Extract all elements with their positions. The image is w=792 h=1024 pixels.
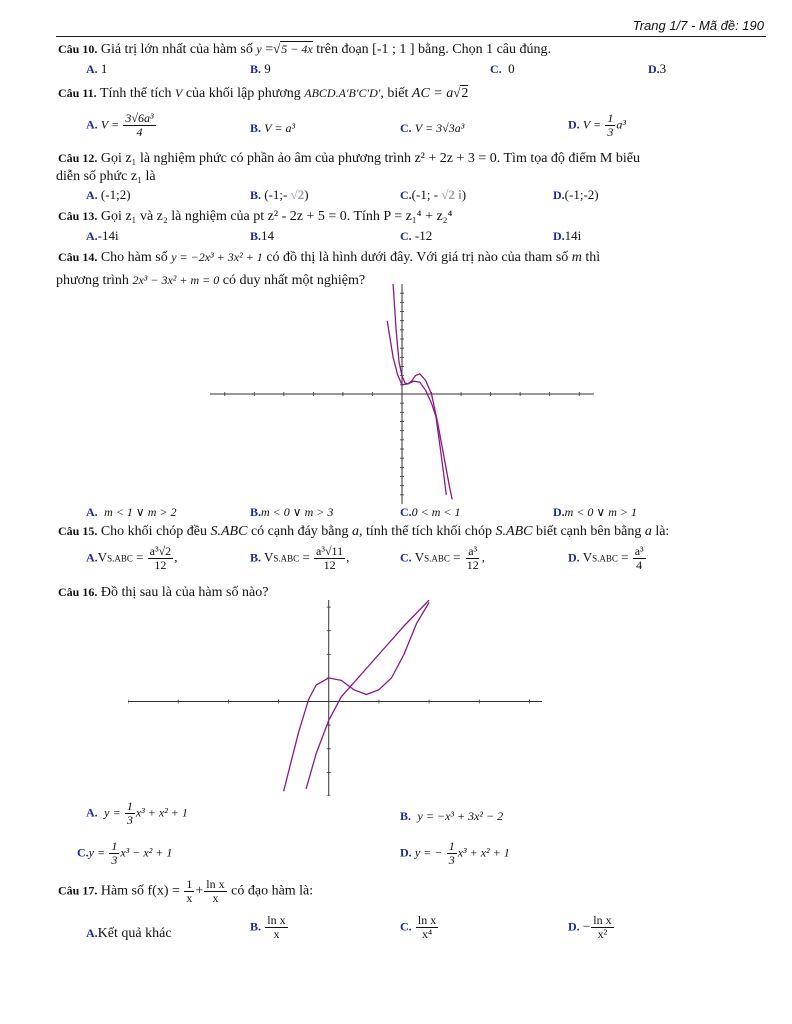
curve-2 xyxy=(387,321,446,495)
option-b[interactable]: B. y = −x³ + 3x² − 2 xyxy=(400,809,504,823)
question-text: là: xyxy=(655,524,670,539)
question-text: trên đoạn [-1 ; 1 ] bằng. Chọn 1 câu đúng. xyxy=(316,42,552,57)
radicand: 2 xyxy=(461,86,469,101)
question-17: Câu 17. Hàm số f(x) = $\frac{1}{x}$ + $\frac{\text{ln x}}{x}$ có đạo hàm là: xyxy=(58,877,314,905)
page-header xyxy=(56,18,766,37)
question-label: Câu 13. xyxy=(58,209,98,223)
math-ac: AC = a xyxy=(411,86,454,101)
option-a[interactable]: A.Kết quả khác xyxy=(86,926,172,941)
option-a[interactable]: A.-14i xyxy=(86,228,119,243)
curve-1 xyxy=(284,602,430,791)
question-text: Cho khối chóp đều xyxy=(100,524,207,539)
question-text: Hàm số f(x) = xyxy=(100,883,180,899)
question-text: thì xyxy=(585,250,601,265)
option-d[interactable]: D.m < 0 ∨ m > 1 xyxy=(553,505,637,519)
option-a[interactable]: A. V = $\frac{\text{3√6a³}}{4}$ xyxy=(86,111,154,139)
option-c[interactable]: C. VS.ABC = $\frac{\text{a³}}{12}$ , xyxy=(400,544,485,572)
option-d[interactable]: D.(-1;-2) xyxy=(553,187,599,202)
option-c[interactable]: C. -12 xyxy=(400,228,433,243)
option-d[interactable]: D. y = − $\frac{1}{3}$ x³ + x² + 1 xyxy=(400,839,510,867)
option-c[interactable]: C.y = $\frac{1}{3}$ x³ − x² + 1 xyxy=(77,839,173,867)
question-13 xyxy=(58,208,452,225)
radical-sign: √ xyxy=(453,85,461,100)
math-equation: 2x³ − 3x² + m = 0 xyxy=(132,273,220,287)
question-label: Câu 16. xyxy=(58,585,98,599)
math-pyramid: S.ABC xyxy=(495,524,533,539)
option-d[interactable]: D.3 xyxy=(648,61,667,76)
question-label: Câu 12. xyxy=(58,151,98,165)
question-text: Giá trị lớn nhất của hàm số xyxy=(100,42,253,57)
option-b[interactable]: B. (-1;- √2) xyxy=(250,187,309,202)
question-text: Đồ thị sau là của hàm số nào? xyxy=(100,585,269,600)
math-cube: ABCD.A′B′C′D′ xyxy=(304,86,381,100)
option-b[interactable]: B. VS.ABC = $\frac{\text{a³√11}}{12}$ , xyxy=(250,544,350,572)
question-16 xyxy=(58,584,268,601)
option-a[interactable]: A. 1 xyxy=(86,61,108,76)
option-b[interactable]: B.14 xyxy=(250,228,275,243)
question-text: diễn số phức z₁ là xyxy=(56,169,156,184)
option-a[interactable]: A.VS.ABC = $\frac{\text{a³√2}}{12}$ , xyxy=(86,544,178,572)
question-label: Câu 10. xyxy=(58,42,98,56)
question-12-line2 xyxy=(56,168,156,185)
option-c[interactable]: C. 0 xyxy=(490,61,515,76)
question-text: Cho hàm số xyxy=(100,250,168,265)
graph-q14 xyxy=(210,284,594,504)
option-d[interactable]: D.14i xyxy=(553,228,582,243)
math-pyramid: S.ABC xyxy=(210,524,248,539)
question-text: Gọi z₁ là nghiệm phức có phần ảo âm của phương trình z² + 2z + 3 = 0. Tìm tọa độ điểm M biểu xyxy=(100,151,640,166)
option-c[interactable]: C.(-1; - √2 i) xyxy=(400,187,467,202)
option-c[interactable]: C. $\frac{\text{ln x}}{\text{x⁴}}$ xyxy=(400,913,437,941)
question-label: Câu 15. xyxy=(58,524,98,538)
question-text: có duy nhất một nghiệm? xyxy=(222,273,366,288)
question-15 xyxy=(58,523,669,540)
graph-q16 xyxy=(128,600,542,796)
question-text: có cạnh đáy bằng xyxy=(250,524,349,539)
question-text: Gọi z₁ và z₂ là nghiệm của pt z² - 2z + 5 = 0. Tính P = z₁⁴ + z₂⁴ xyxy=(100,209,453,224)
question-text: biết cạnh bên bằng xyxy=(535,524,642,539)
math-eq: = xyxy=(265,42,274,57)
option-b[interactable]: B.m < 0 ∨ m > 3 xyxy=(250,505,334,519)
math-v: V xyxy=(174,86,183,100)
option-d[interactable]: D. V = $\frac{1}{3}$ a³ xyxy=(568,111,626,139)
question-text: Tính thể tích xyxy=(99,86,172,101)
option-b[interactable]: B. V = a³ xyxy=(250,121,296,135)
math-function: y = −2x³ + 3x² + 1 xyxy=(171,250,263,264)
option-a[interactable]: A. (-1;2) xyxy=(86,187,131,202)
question-text: , biết xyxy=(380,86,409,101)
question-10 xyxy=(58,40,551,58)
question-label: Câu 17. xyxy=(58,883,98,898)
question-11 xyxy=(58,84,468,102)
question-text: có đạo hàm là: xyxy=(231,883,314,899)
question-text: của khối lập phương xyxy=(185,86,301,101)
question-label: Câu 14. xyxy=(58,250,98,264)
option-d[interactable]: D. VS.ABC = $\frac{\text{a³}}{4}$ xyxy=(568,544,644,572)
math-a: a xyxy=(644,524,652,539)
question-text: có đồ thị là hình dưới đây. Với giá trị nào của tham số xyxy=(266,250,569,265)
option-a[interactable]: A. y = $\frac{1}{3}$ x³ + x² + 1 xyxy=(86,799,188,827)
question-label: Câu 11. xyxy=(58,86,97,100)
option-d[interactable]: D. − $\frac{\text{ln x}}{\text{x²}}$ xyxy=(568,913,612,941)
math-y: y xyxy=(256,42,262,56)
option-b[interactable]: B. $\frac{\text{ln x}}{x}$ xyxy=(250,913,286,941)
page-header-text: Trang 1/7 - Mã đề: 190 xyxy=(632,18,764,33)
radical-sign: √ xyxy=(273,41,281,56)
question-text: , tính thể tích khối chóp xyxy=(359,524,493,539)
question-14 xyxy=(58,249,600,266)
option-a[interactable]: A. m < 1 ∨ m > 2 xyxy=(86,505,177,519)
math-m: m xyxy=(571,250,582,265)
question-12 xyxy=(58,150,640,167)
question-text: phương trình xyxy=(56,273,129,288)
option-c[interactable]: C. V = 3√3a³ xyxy=(400,121,465,135)
option-c[interactable]: C.0 < m < 1 xyxy=(400,505,461,519)
radicand: 5 − 4x xyxy=(281,42,313,56)
option-b[interactable]: B. 9 xyxy=(250,61,271,76)
math-a: a xyxy=(352,524,360,539)
